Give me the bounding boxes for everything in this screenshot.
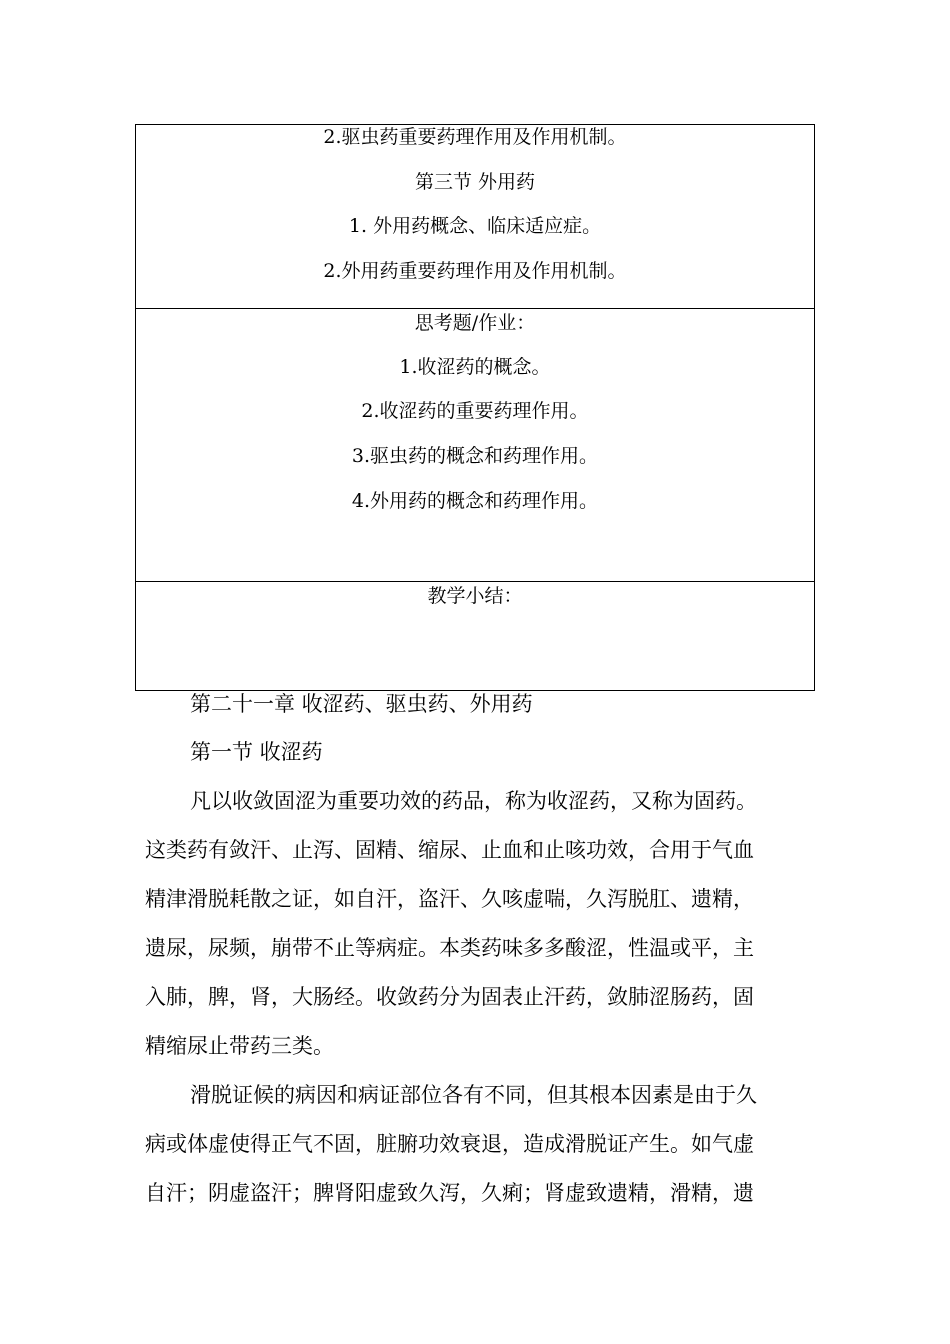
paragraph-line: 精缩尿止带药三类。 xyxy=(145,1034,334,1058)
paragraph-line: 遗尿，尿频，崩带不止等病症。本类药味多多酸涩，性温或平，主 xyxy=(145,936,754,960)
paragraph-line: 精津滑脱耗散之证，如自汗，盗汗、久咳虚喘，久泻脱肛、遗精， xyxy=(145,887,754,911)
chapter-heading: 第二十一章 收涩药、驱虫药、外用药 xyxy=(190,692,533,716)
paragraph-line: 这类药有敛汗、止泻、固精、缩尿、止血和止咳功效，合用于气血 xyxy=(145,838,754,862)
paragraph-line: 滑脱证候的病因和病证部位各有不同，但其根本因素是由于久 xyxy=(190,1083,757,1107)
section-heading: 第一节 收涩药 xyxy=(190,740,323,764)
paragraph-line: 病或体虚使得正气不固，脏腑功效衰退，造成滑脱证产生。如气虚 xyxy=(145,1132,754,1156)
homework-item: 4.外用药的概念和药理作用。 xyxy=(351,490,599,512)
syllabus-table xyxy=(135,124,815,691)
cell-line: 2.驱虫药重要药理作用及作用机制。 xyxy=(323,126,627,148)
table-cell-content xyxy=(136,125,814,309)
cell-line: 1. 外用药概念、临床适应症。 xyxy=(348,215,602,237)
homework-item: 2.收涩药的重要药理作用。 xyxy=(361,400,589,422)
paragraph-line: 入肺，脾，肾，大肠经。收敛药分为固表止汗药，敛肺涩肠药，固 xyxy=(145,985,754,1009)
homework-title: 思考题/作业： xyxy=(414,312,536,334)
homework-item: 3.驱虫药的概念和药理作用。 xyxy=(351,445,599,467)
homework-item: 1.收涩药的概念。 xyxy=(399,356,551,378)
paragraph-line: 凡以收敛固涩为重要功效的药品，称为收涩药，又称为固药。 xyxy=(190,789,757,813)
summary-title: 教学小结： xyxy=(427,585,523,607)
cell-line: 第三节 外用药 xyxy=(414,171,536,193)
table-cell-homework xyxy=(136,309,814,582)
table-cell-summary xyxy=(136,582,814,690)
cell-line: 2.外用药重要药理作用及作用机制。 xyxy=(323,260,627,282)
paragraph-line: 自汗；阴虚盗汗；脾肾阳虚致久泻，久痢；肾虚致遗精，滑精，遗 xyxy=(145,1181,754,1205)
